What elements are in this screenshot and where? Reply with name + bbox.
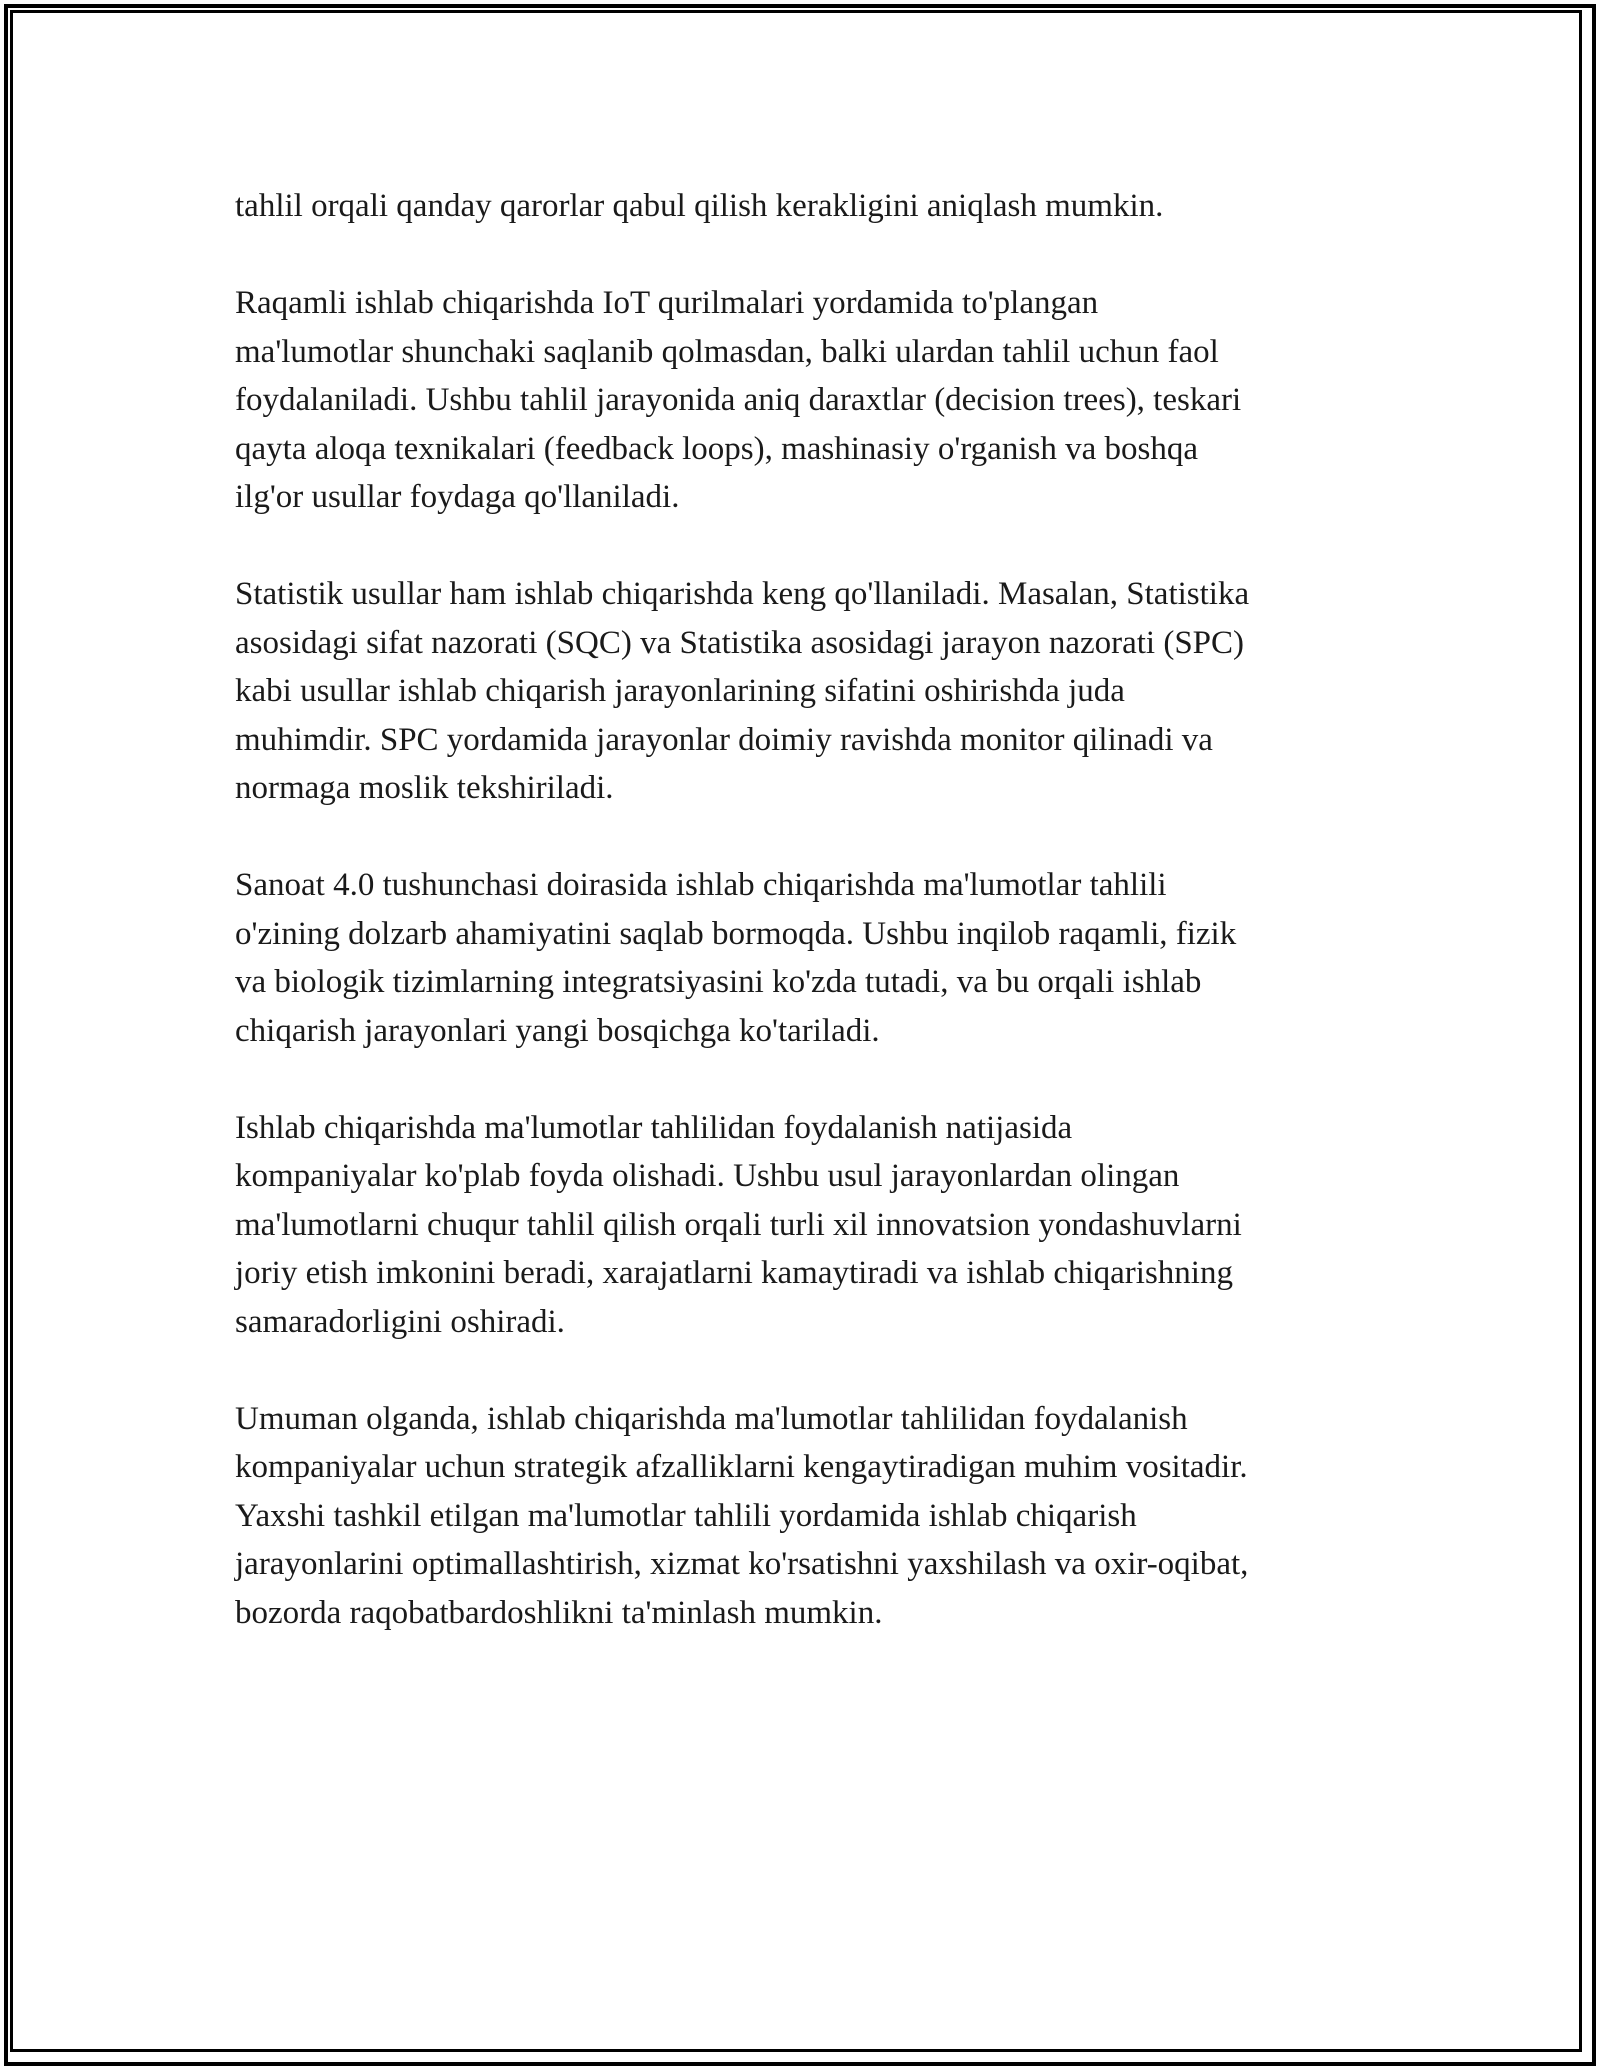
text-line: ma'lumotlar shunchaki saqlanib qolmasdan, balki ulardan tahlil uchun faol (235, 333, 1219, 370)
paragraph-conclusion (235, 1395, 1380, 1638)
text-line: joriy etish imkonini beradi, xarajatlarni kamaytiradi va ishlab chiqarishning (235, 1255, 1233, 1291)
text-line: kompaniyalar uchun strategik afzalliklarni kengaytiradigan muhim vositadir. (235, 1449, 1248, 1485)
text-line: va biologik tizimlarning integratsiyasini ko'zda tutadi, va bu orqali ishlab (235, 964, 1202, 1000)
text-line: Ishlab chiqarishda ma'lumotlar tahlilidan foydalanish natijasida (235, 1109, 1073, 1146)
document-body (235, 182, 1380, 1686)
text-line: normaga moslik tekshiriladi. (235, 770, 614, 806)
text-line: samaradorligini oshiradi. (235, 1303, 565, 1340)
paragraph-continuation (235, 182, 1380, 231)
text-line: kompaniyalar ko'plab foyda olishadi. Ushbu usul jarayonlardan olingan (235, 1158, 1180, 1194)
text-line: qayta aloqa texnikalari (feedback loops), mashinasiy o'rganish va boshqa (235, 430, 1198, 467)
text-line: Sanoat 4.0 tushunchasi doirasida ishlab chiqarishda ma'lumotlar tahlili (235, 867, 1167, 903)
paragraph-iot-data (235, 279, 1380, 522)
text-line: ma'lumotlarni chuqur tahlil qilish orqali turli xil innovatsion yondashuvlarni (235, 1206, 1242, 1243)
paragraph-statistical-methods (235, 570, 1380, 813)
text-line: Statistik usullar ham ishlab chiqarishda keng qo'llaniladi. Masalan, Statistika (235, 576, 1250, 612)
text-line: kabi usullar ishlab chiqarish jarayonlarining sifatini oshirishda juda (235, 673, 1125, 709)
text-line: ilg'or usullar foydaga qo'llaniladi. (235, 479, 680, 515)
text-line: asosidagi sifat nazorati (SQC) va Statistika asosidagi jarayon nazorati (SPC) (235, 624, 1245, 661)
text-line: o'zining dolzarb ahamiyatini saqlab bormoqda. Ushbu inqilob raqamli, fizik (235, 915, 1237, 952)
text-line: muhimdir. SPC yordamida jarayonlar doimiy ravishda monitor qilinadi va (235, 721, 1213, 758)
paragraph-industry-4 (235, 861, 1380, 1055)
paragraph-benefits (235, 1104, 1380, 1347)
text-line: bozorda raqobatbardoshlikni ta'minlash mumkin. (235, 1594, 883, 1631)
text-line: Umuman olganda, ishlab chiqarishda ma'lumotlar tahlilidan foydalanish (235, 1400, 1188, 1437)
text-line: Yaxshi tashkil etilgan ma'lumotlar tahlili yordamida ishlab chiqarish (235, 1497, 1137, 1534)
text-line: foydalaniladi. Ushbu tahlil jarayonida aniq daraxtlar (decision trees), teskari (235, 382, 1242, 418)
text-line: tahlil orqali qanday qarorlar qabul qilish kerakligini aniqlash mumkin. (235, 188, 1164, 224)
text-line: chiqarish jarayonlari yangi bosqichga ko'tariladi. (235, 1012, 880, 1049)
text-line: Raqamli ishlab chiqarishda IoT qurilmalari yordamida to'plangan (235, 285, 1099, 321)
text-line: jarayonlarini optimallashtirish, xizmat ko'rsatishni yaxshilash va oxir-oqibat, (235, 1546, 1249, 1582)
